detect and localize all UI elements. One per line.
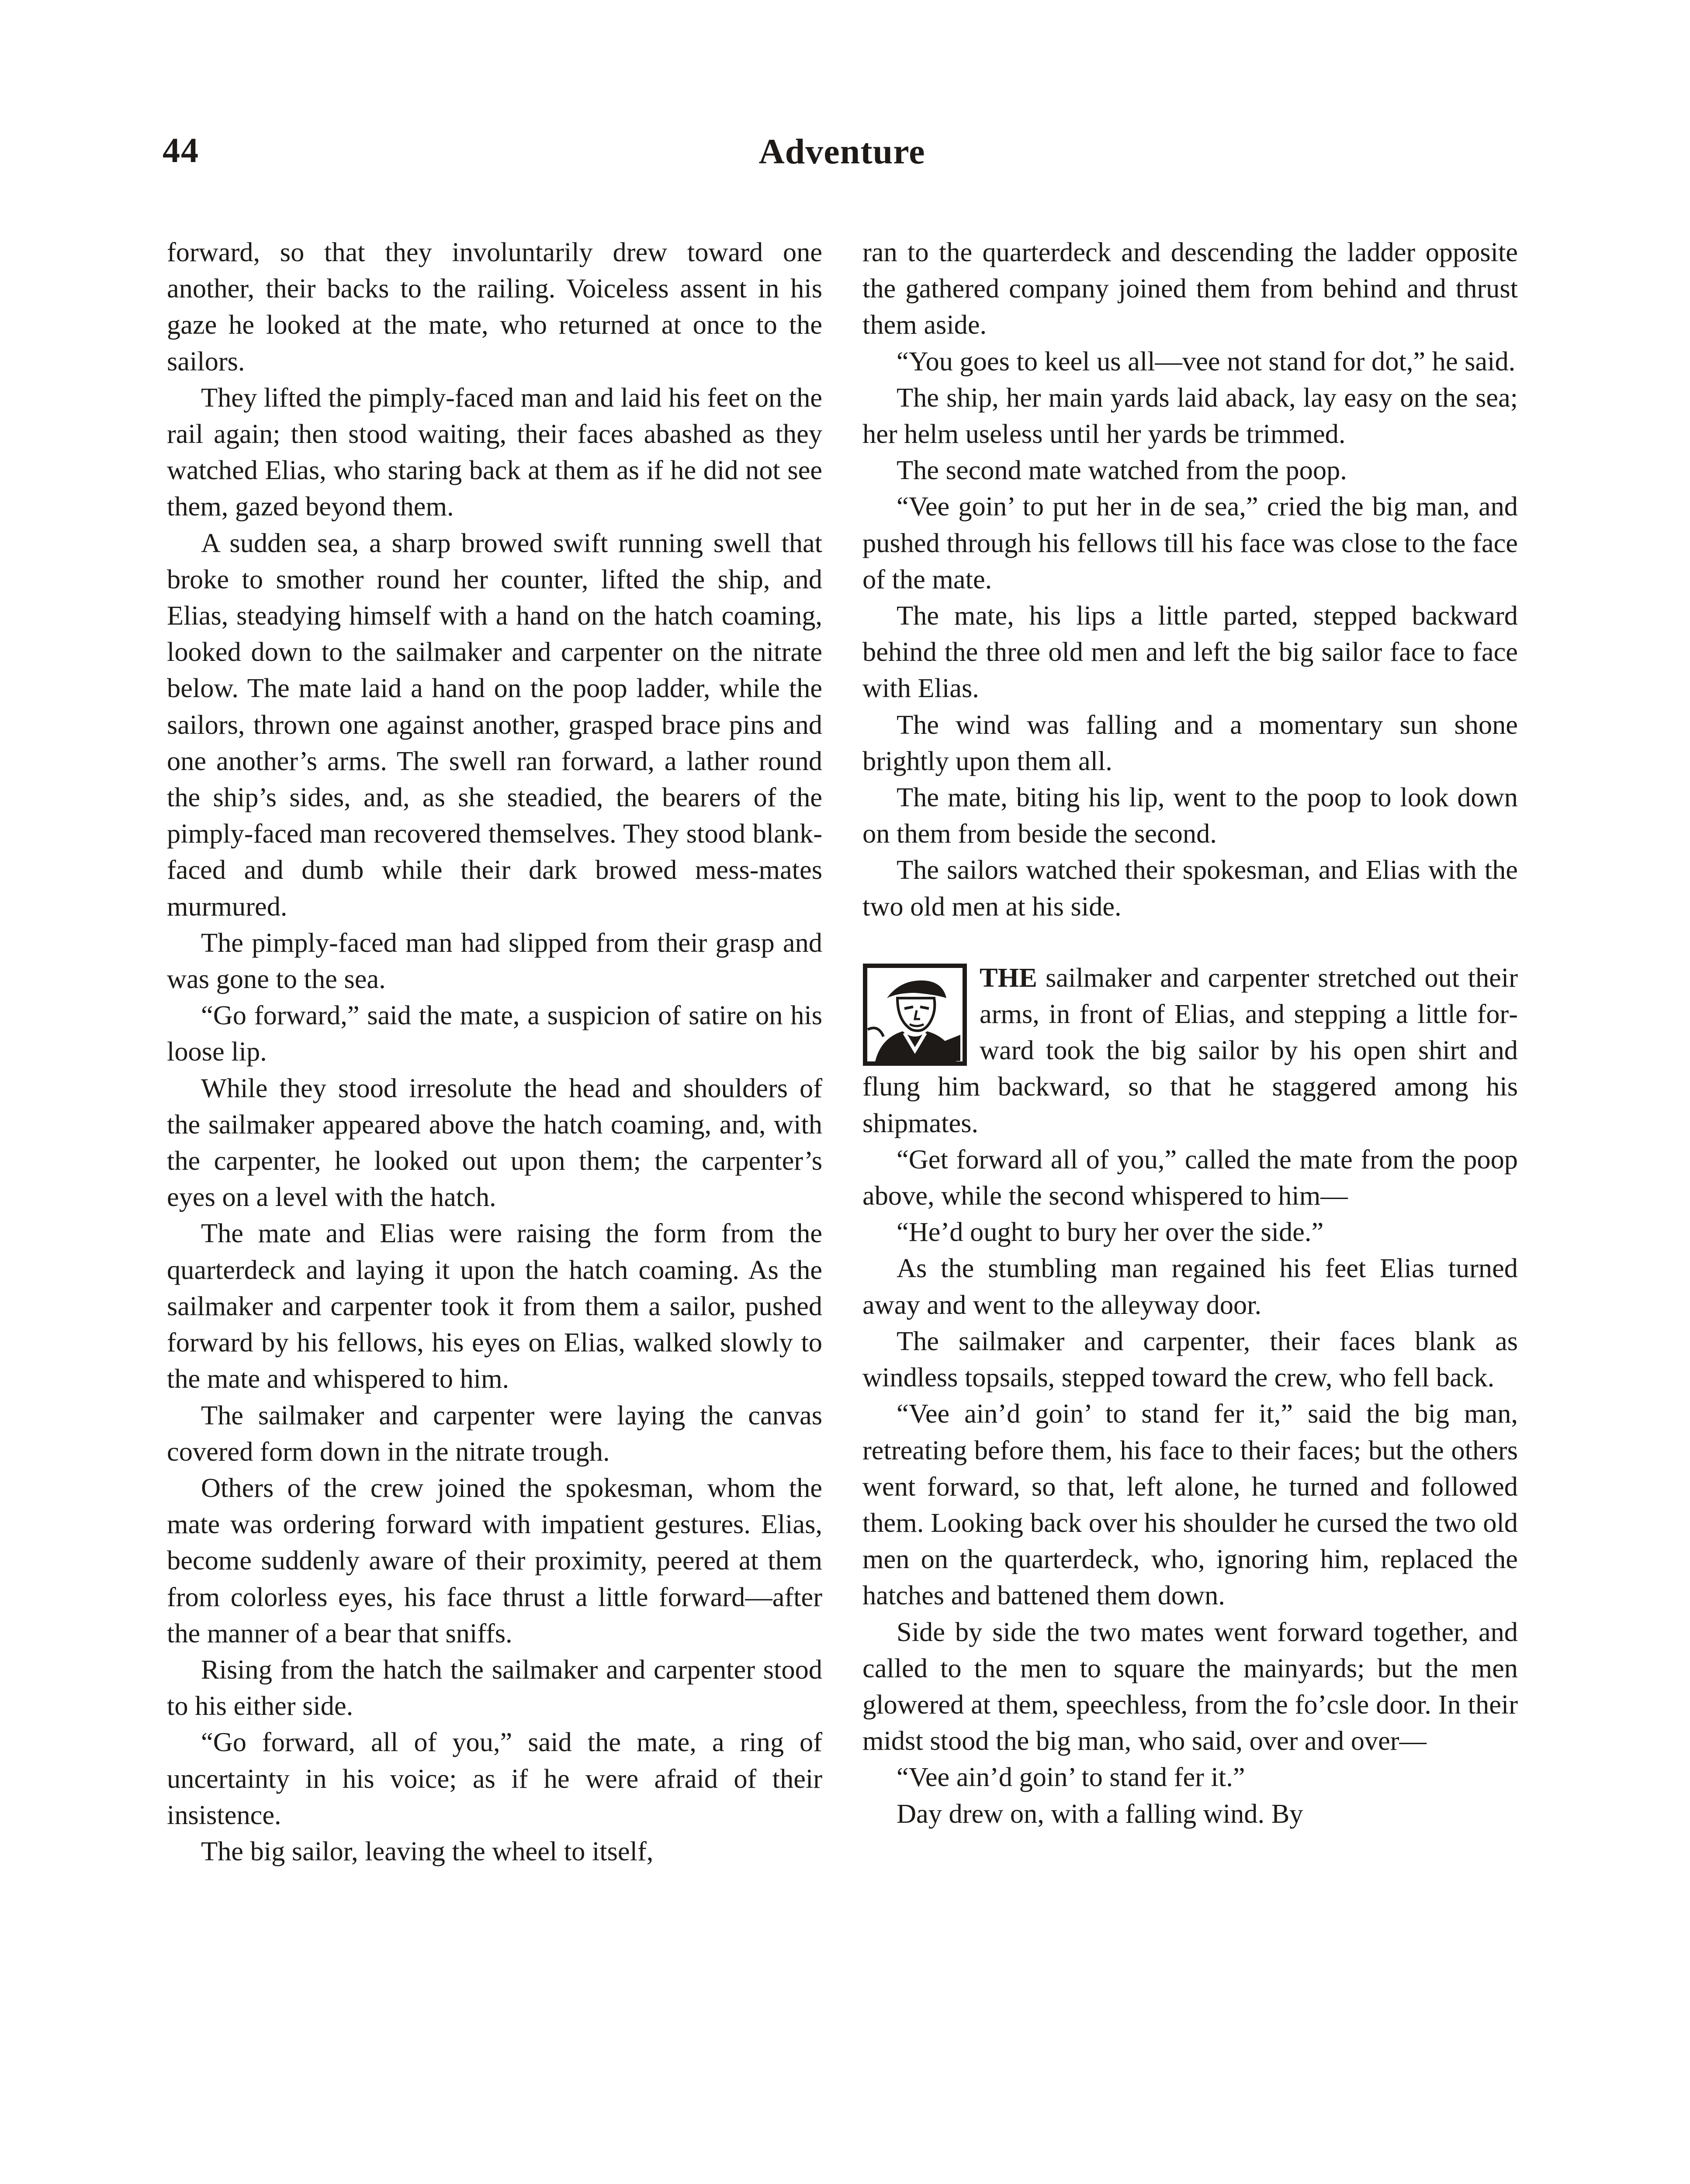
paragraph: The wind was falling and a momentary sun shone brightly upon them all. [862, 709, 1518, 776]
paragraph: “Vee ain’d goin’ to stand fer it,” said the big man, retreating before them, his face to their faces; but the others went forward, so that, left alone, he turned and followed them. Looking back over his shoulder he cursed the two old men on the quarterdeck, who, ignoring him, replaced the hatches and battened them down. [862, 1399, 1518, 1611]
paragraph: “Go forward,” said the mate, a suspicion of satire on his loose lip. [167, 1000, 822, 1067]
paragraph: The pimply-faced man had slipped from their grasp and was gone to the sea. [167, 927, 822, 995]
section-opening-paragraph [862, 960, 1518, 1141]
paragraph: The sailmaker and carpenter, their faces blank as windless topsails, stepped toward the crew, who fell back. [862, 1326, 1518, 1393]
page-header [163, 131, 1521, 197]
paragraph: The sailmaker and carpenter were laying the canvas covered form down in the nitrate trough. [167, 1400, 822, 1467]
paragraph: As the stumbling man regained his feet Elias turned away and went to the alleyway door. [862, 1253, 1518, 1320]
paragraph: The mate, biting his lip, went to the poop to look down on them from beside the second. [862, 782, 1518, 849]
paragraph: The sailors watched their spokesman, and Elias with the two old men at his side. [862, 855, 1518, 922]
paragraph: The big sailor, leaving the wheel to itself, [201, 1836, 654, 1866]
left-column [167, 234, 822, 1870]
paragraph: The ship, her main yards laid aback, lay easy on the sea; her helm useless until her yards be trimmed. [862, 382, 1518, 449]
paragraph: The mate and Elias were raising the form from the quarterdeck and laying it upon the hatch coaming. As the sailmaker and carpenter took it from them a sailor, pushed forward by his fellows, his eyes on Elias, walked slowly to the mate and whispered to him. [167, 1218, 822, 1394]
sailor-portrait-icon [862, 963, 967, 1066]
right-column [862, 234, 1518, 1832]
section-opening-text: sailmaker and carpenter stretched out their arms, in front of Elias, and stepping a little forward took the big sailor by his open shirt and flung him backward, so that he staggered among his shipmates. [862, 962, 1518, 1138]
paragraph: “You goes to keel us all—vee not stand for dot,” he said. [897, 346, 1516, 377]
paragraph: Day drew on, with a falling wind. By [897, 1798, 1303, 1829]
paragraph: “Go forward, all of you,” said the mate, a ring of uncertainty in his voice; as if he were afraid of their insistence. [167, 1727, 822, 1830]
paragraph: ran to the quarterdeck and descending the ladder opposite the gathered company joined them from behind and thrust them aside. [862, 237, 1518, 340]
paragraph: The mate, his lips a little parted, stepped backward behind the three old men and left the big sailor face to face with Elias. [862, 601, 1518, 704]
paragraph: They lifted the pimply-faced man and laid his feet on the rail again; then stood waiting, their faces abashed as they watched Elias, who staring back at them as if he did not see them, gazed beyond them. [167, 382, 822, 522]
paragraph: “Get forward all of you,” called the mate from the poop above, while the second whispered to him— [862, 1144, 1518, 1211]
paragraph: A sudden sea, a sharp browed swift running swell that broke to smother round her counter, lifted the ship, and Elias, steadying himself with a hand on the hatch coaming, looked down to the sailmaker and carpenter on the nitrate below. The mate laid a hand on the poop ladder, while the sailors, thrown one against another, grasped brace pins and one another’s arms. The swell ran forward, a lather round the ship’s sides, and, as she steadied, the bearers of the pimply-faced man recovered themselves. They stood blank-faced and dumb while their dark browed mess-mates murmured. [167, 528, 822, 922]
paragraph: “He’d ought to bury her over the side.” [897, 1217, 1324, 1248]
paragraph: Rising from the hatch the sailmaker and carpenter stood to his either side. [167, 1654, 822, 1721]
paragraph: “Vee goin’ to put her in de sea,” cried the big man, and pushed through his fellows till his face was close to the face of the mate. [862, 491, 1518, 594]
paragraph: Side by side the two mates went forward together, and called to the men to square the mainyards; but the men glowered at them, speechless, from the fo’csle door. In their midst stood the big man, who said, over and over— [862, 1617, 1518, 1756]
paragraph: Others of the crew joined the spokesman, whom the mate was ordering forward with impatient gestures. Elias, become suddenly aware of their proximity, peered at them from colorless eyes, his face thrust a little forward—after the manner of a bear that sniffs. [167, 1472, 822, 1648]
paragraph: While they stood irresolute the head and shoulders of the sailmaker appeared above the hatch coaming, and, with the carpenter, he looked out upon them; the carpenter’s eyes on a level with the hatch. [167, 1073, 822, 1213]
section-lead-word: THE [980, 962, 1037, 993]
paragraph: forward, so that they involuntarily drew toward one another, their backs to the railing. Voiceless assent in his gaze he looked at the mate, who returned at once to the sailors. [167, 237, 822, 377]
page-number: 44 [163, 131, 199, 170]
running-title: Adventure [758, 131, 925, 171]
paragraph: “Vee ain’d goin’ to stand fer it.” [897, 1762, 1245, 1793]
paragraph: The second mate watched from the poop. [897, 455, 1347, 486]
